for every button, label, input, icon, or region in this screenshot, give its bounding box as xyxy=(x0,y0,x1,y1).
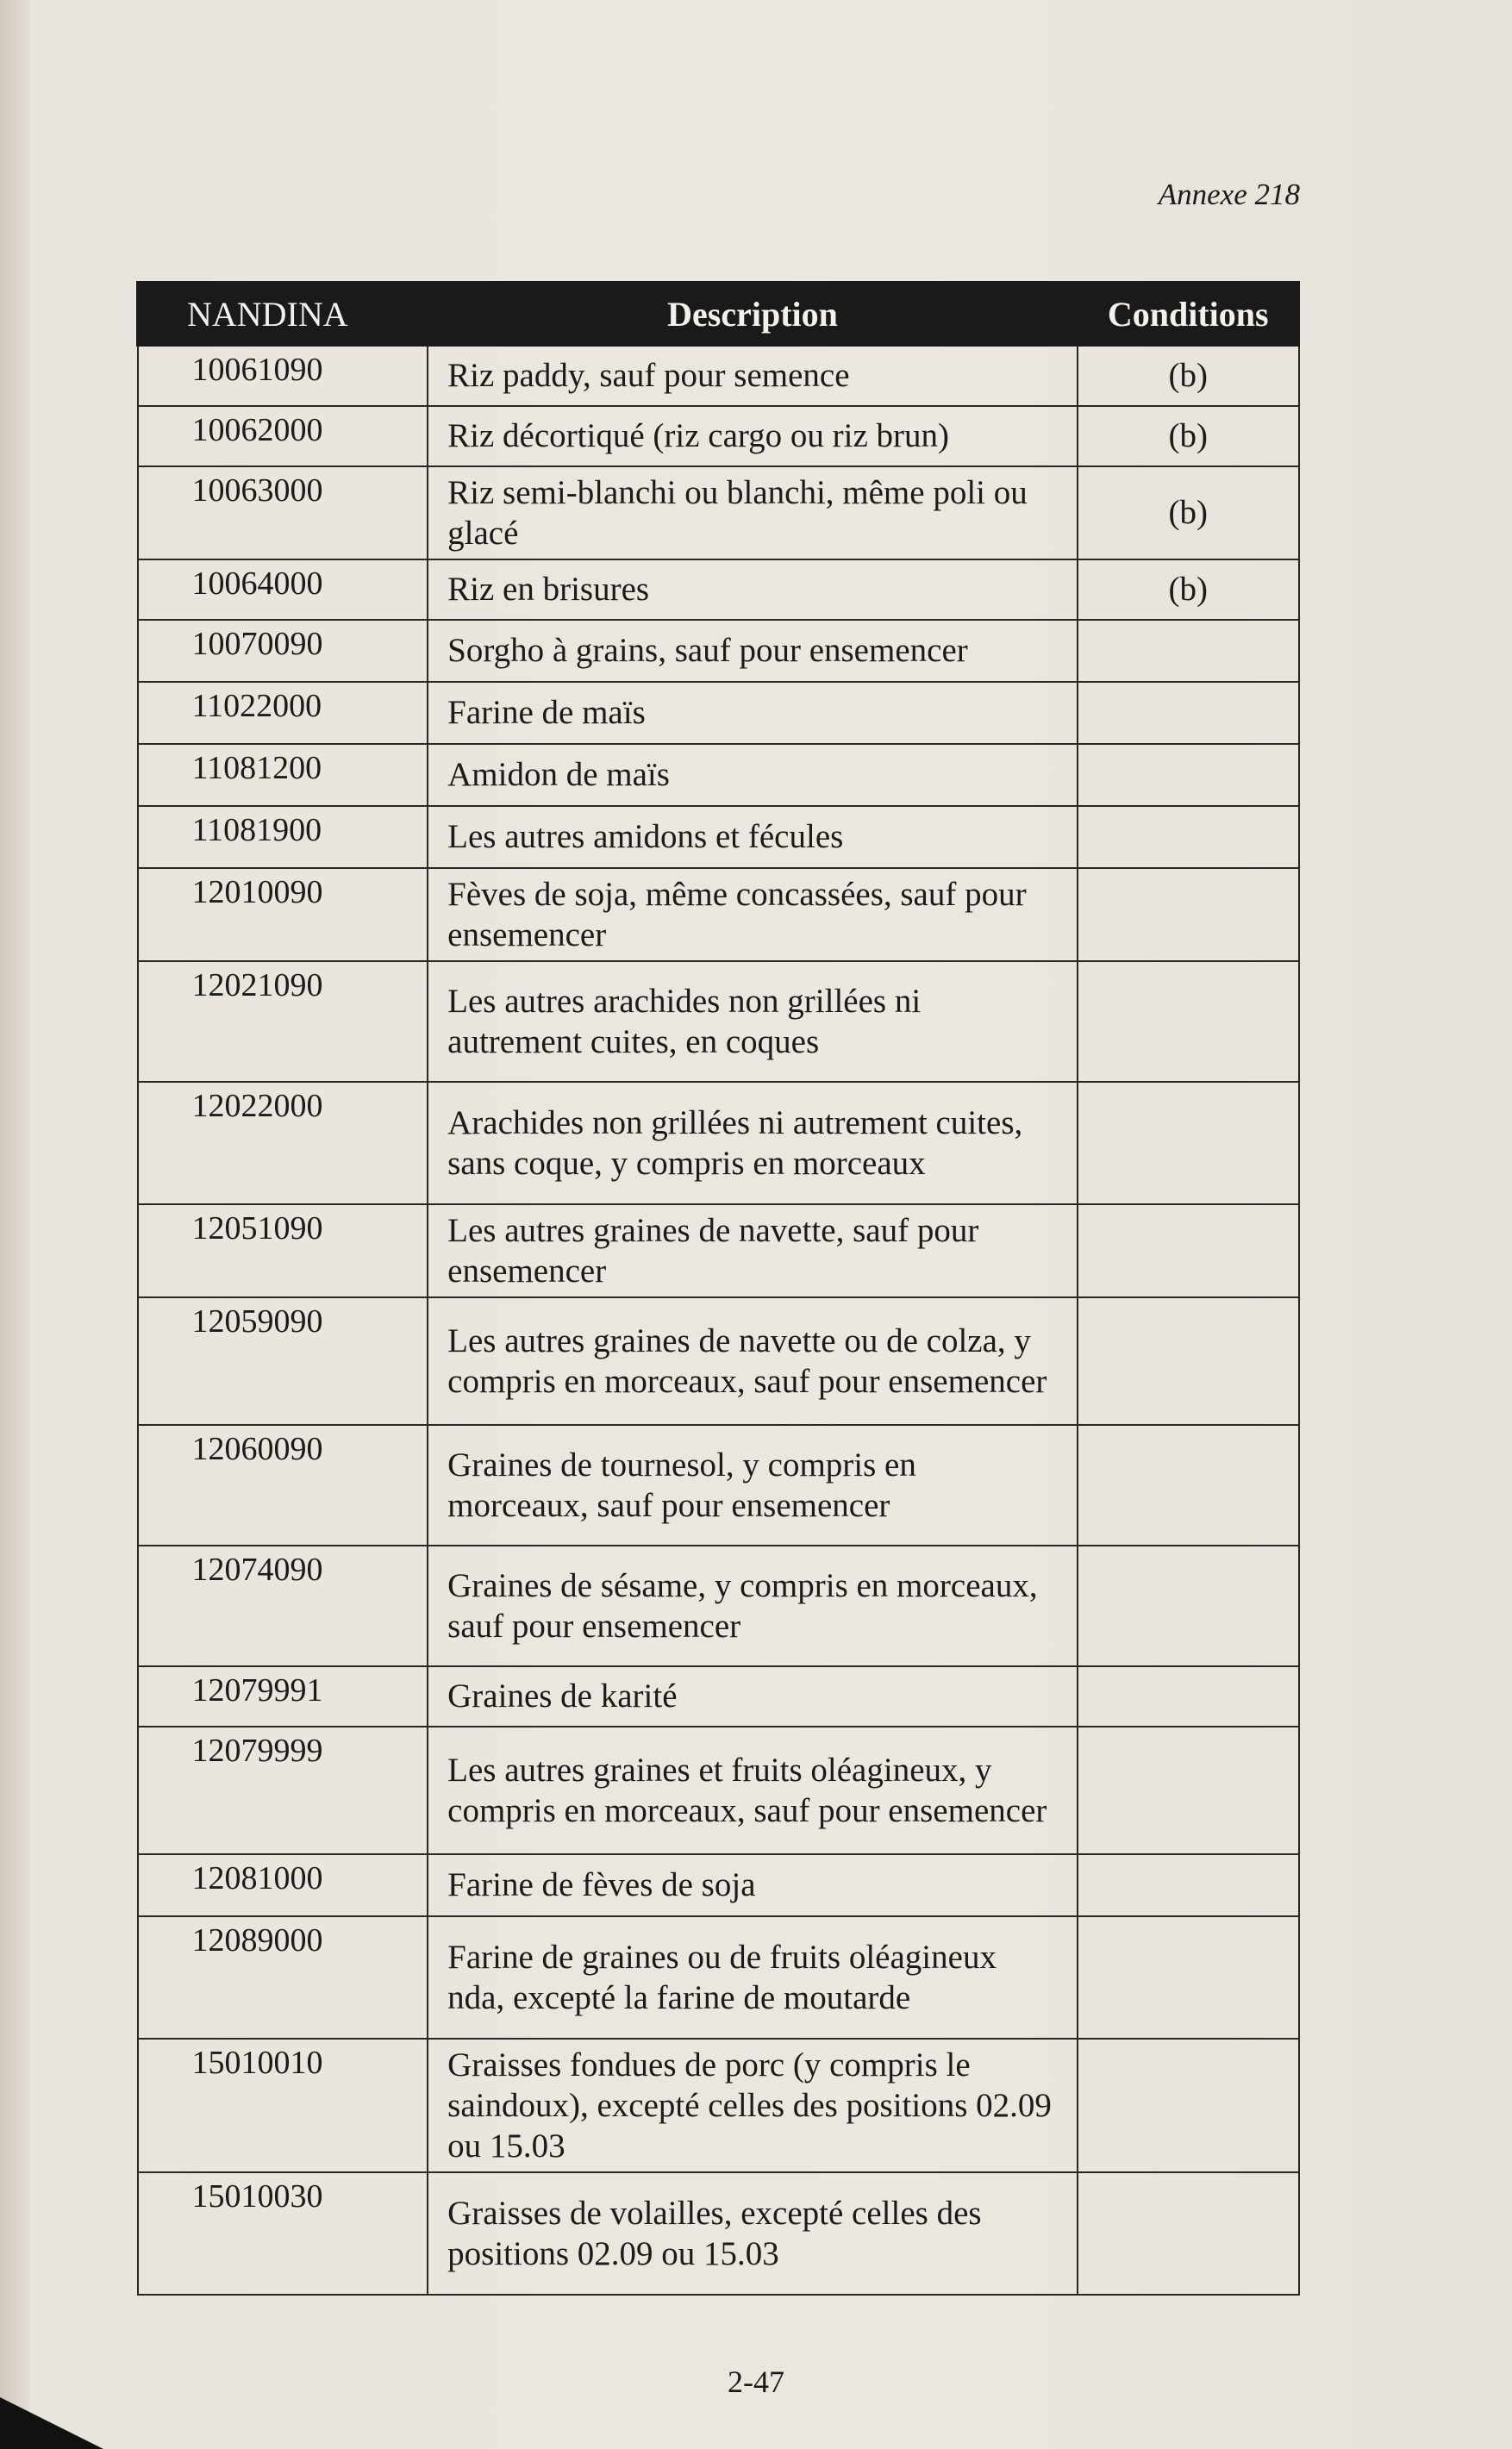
nandina-code: 12089000 xyxy=(138,1916,428,2039)
nandina-code: 11022000 xyxy=(138,682,428,744)
table-row xyxy=(138,1425,1299,1546)
conditions-cell xyxy=(1078,682,1299,744)
table-row xyxy=(138,466,1299,559)
description-cell: Farine de fèves de soja xyxy=(428,1854,1078,1916)
description-cell: Les autres graines de navette ou de colza, y compris en morceaux, sauf pour ensemencer xyxy=(428,1297,1078,1425)
description-cell: Fèves de soja, même concassées, sauf pour ensemencer xyxy=(428,868,1078,961)
description-cell: Arachides non grillées ni autrement cuites, sans coque, y compris en morceaux xyxy=(428,1082,1078,1204)
nandina-code: 11081900 xyxy=(138,806,428,868)
description-cell: Les autres amidons et fécules xyxy=(428,806,1078,868)
annexe-label: Annexe 218 xyxy=(1158,178,1300,211)
conditions-cell xyxy=(1078,1425,1299,1546)
table-row xyxy=(138,806,1299,868)
nandina-code: 15010030 xyxy=(138,2172,428,2295)
table-header-row xyxy=(138,283,1299,346)
table-row xyxy=(138,1854,1299,1916)
nandina-code: 10063000 xyxy=(138,466,428,559)
nandina-code: 12010090 xyxy=(138,868,428,961)
nandina-code: 12074090 xyxy=(138,1546,428,1666)
nandina-code: 12051090 xyxy=(138,1204,428,1297)
table-row xyxy=(138,868,1299,961)
nandina-code: 10062000 xyxy=(138,406,428,466)
table-row xyxy=(138,2039,1299,2172)
conditions-cell xyxy=(1078,744,1299,806)
conditions-cell xyxy=(1078,1727,1299,1854)
description-cell: Graines de karité xyxy=(428,1666,1078,1727)
page-number: 2-47 xyxy=(728,2365,784,2399)
nandina-code: 12021090 xyxy=(138,961,428,1082)
description-cell: Graines de sésame, y compris en morceaux, sauf pour ensemencer xyxy=(428,1546,1078,1666)
column-header-description: Description xyxy=(428,283,1078,346)
conditions-cell: (b) xyxy=(1078,346,1299,406)
nandina-code: 15010010 xyxy=(138,2039,428,2172)
table-row xyxy=(138,744,1299,806)
description-cell: Sorgho à grains, sauf pour ensemencer xyxy=(428,620,1078,682)
conditions-cell xyxy=(1078,2172,1299,2295)
table-row xyxy=(138,1916,1299,2039)
description-cell: Riz semi-blanchi ou blanchi, même poli ou glacé xyxy=(428,466,1078,559)
column-header-conditions: Conditions xyxy=(1078,283,1299,346)
nandina-code: 12022000 xyxy=(138,1082,428,1204)
table-row xyxy=(138,406,1299,466)
table-row xyxy=(138,682,1299,744)
nandina-code: 11081200 xyxy=(138,744,428,806)
conditions-cell xyxy=(1078,806,1299,868)
conditions-cell xyxy=(1078,1666,1299,1727)
nandina-code: 12081000 xyxy=(138,1854,428,1916)
conditions-cell xyxy=(1078,1082,1299,1204)
conditions-cell xyxy=(1078,620,1299,682)
book-spine-shadow xyxy=(0,0,29,2449)
description-cell: Les autres graines et fruits oléagineux, y compris en morceaux, sauf pour ensemencer xyxy=(428,1727,1078,1854)
table-row xyxy=(138,1082,1299,1204)
conditions-cell xyxy=(1078,2039,1299,2172)
conditions-cell xyxy=(1078,868,1299,961)
description-cell: Graines de tournesol, y compris en morceaux, sauf pour ensemencer xyxy=(428,1425,1078,1546)
conditions-cell: (b) xyxy=(1078,406,1299,466)
table-row xyxy=(138,1297,1299,1425)
description-cell: Les autres arachides non grillées ni autrement cuites, en coques xyxy=(428,961,1078,1082)
conditions-cell xyxy=(1078,961,1299,1082)
nandina-code: 10061090 xyxy=(138,346,428,406)
nandina-code: 12079999 xyxy=(138,1727,428,1854)
description-cell: Riz en brisures xyxy=(428,559,1078,620)
description-cell: Les autres graines de navette, sauf pour ensemencer xyxy=(428,1204,1078,1297)
nandina-code: 10070090 xyxy=(138,620,428,682)
conditions-cell xyxy=(1078,1204,1299,1297)
table-row xyxy=(138,1546,1299,1666)
description-cell: Farine de maïs xyxy=(428,682,1078,744)
conditions-cell: (b) xyxy=(1078,466,1299,559)
table-row xyxy=(138,961,1299,1082)
nandina-code: 10064000 xyxy=(138,559,428,620)
description-cell: Graisses de volailles, excepté celles des positions 02.09 ou 15.03 xyxy=(428,2172,1078,2295)
conditions-cell xyxy=(1078,1546,1299,1666)
column-header-nandina: NANDINA xyxy=(138,283,428,346)
description-cell: Graisses fondues de porc (y compris le saindoux), excepté celles des positions 02.09 ou 15.03 xyxy=(428,2039,1078,2172)
table-row xyxy=(138,1204,1299,1297)
table-row xyxy=(138,559,1299,620)
table-row xyxy=(138,620,1299,682)
conditions-cell: (b) xyxy=(1078,559,1299,620)
tariff-table xyxy=(136,281,1300,2296)
table-row xyxy=(138,2172,1299,2295)
conditions-cell xyxy=(1078,1916,1299,2039)
description-cell: Riz paddy, sauf pour semence xyxy=(428,346,1078,406)
nandina-code: 12079991 xyxy=(138,1666,428,1727)
table-row xyxy=(138,1727,1299,1854)
conditions-cell xyxy=(1078,1297,1299,1425)
conditions-cell xyxy=(1078,1854,1299,1916)
page-corner-shadow xyxy=(0,2397,103,2449)
table-row xyxy=(138,1666,1299,1727)
nandina-code: 12059090 xyxy=(138,1297,428,1425)
description-cell: Riz décortiqué (riz cargo ou riz brun) xyxy=(428,406,1078,466)
nandina-code: 12060090 xyxy=(138,1425,428,1546)
description-cell: Amidon de maïs xyxy=(428,744,1078,806)
table-row xyxy=(138,346,1299,406)
description-cell: Farine de graines ou de fruits oléagineux nda, excepté la farine de moutarde xyxy=(428,1916,1078,2039)
